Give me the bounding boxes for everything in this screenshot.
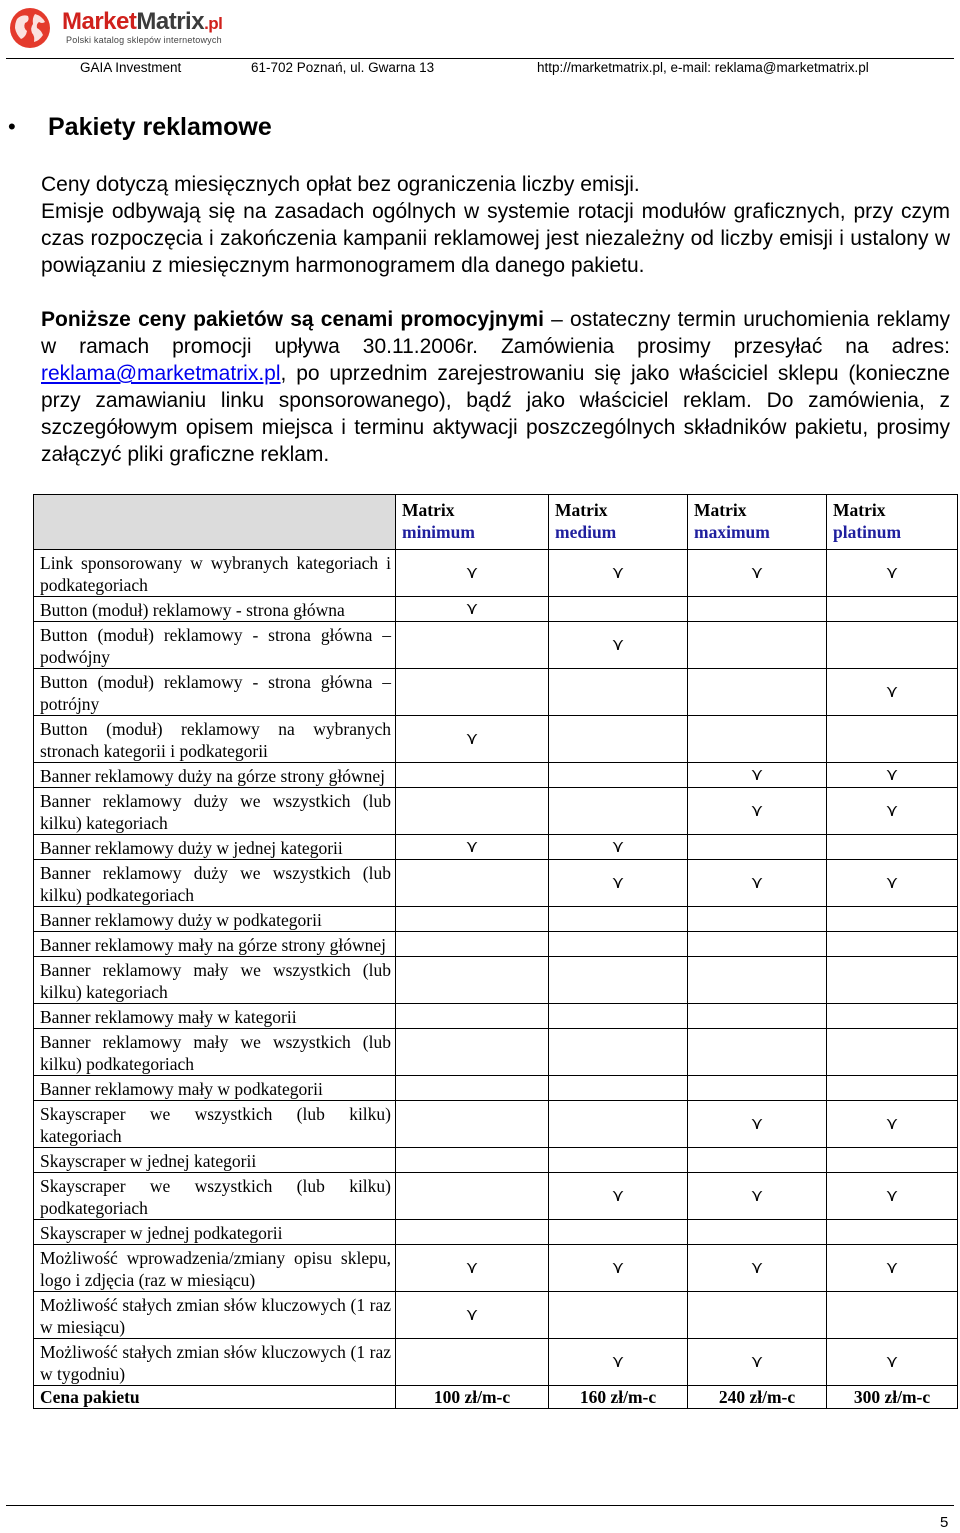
check-cell-platinum — [827, 1173, 958, 1220]
price-row — [34, 1386, 958, 1409]
check-cell-platinum — [827, 1148, 958, 1173]
intro-paragraph-rotation: Emisje odbywają się na zasadach ogólnych w systemie rotacji modułów graficznych, przy czym czas rozpoczęcia i zakończenia kampanii reklamowej jest niezależny od liczby emisji i ustalony w powiązaniu z miesięcznym harmonogramem dla danego pakietu. — [41, 200, 950, 277]
checkmark-icon: ⋎ — [750, 1114, 764, 1134]
feature-label: Możliwość stałych zmian słów kluczowych (1 raz w miesiącu) — [34, 1292, 396, 1339]
check-cell-platinum — [827, 907, 958, 932]
table-row — [34, 716, 958, 763]
feature-label: Banner reklamowy duży we wszystkich (lub kilku) kategoriach — [34, 788, 396, 835]
check-cell-medium — [549, 716, 688, 763]
packages-table — [33, 494, 958, 1409]
feature-label: Button (moduł) reklamowy - strona główna — [34, 597, 396, 622]
check-cell-medium — [549, 1220, 688, 1245]
feature-label: Banner reklamowy mały we wszystkich (lub kilku) podkategoriach — [34, 1029, 396, 1076]
feature-label: Banner reklamowy mały w kategorii — [34, 1004, 396, 1029]
table-row — [34, 550, 958, 597]
checkmark-icon: ⋎ — [885, 1258, 899, 1278]
table-row — [34, 1029, 958, 1076]
feature-label: Skayscraper w jednej podkategorii — [34, 1220, 396, 1245]
checkmark-icon: ⋎ — [611, 1186, 625, 1206]
feature-label: Możliwość wprowadzenia/zmiany opisu sklepu, logo i zdjęcia (raz w miesiącu) — [34, 1245, 396, 1292]
check-cell-maximum — [688, 1076, 827, 1101]
check-cell-minimum — [396, 716, 549, 763]
table-row — [34, 1339, 958, 1386]
check-cell-platinum — [827, 932, 958, 957]
check-cell-platinum — [827, 622, 958, 669]
check-cell-medium — [549, 1245, 688, 1292]
check-cell-medium — [549, 1292, 688, 1339]
bullet-icon: • — [8, 114, 16, 139]
price-platinum: 300 zł/m-c — [827, 1386, 958, 1409]
feature-label: Banner reklamowy mały we wszystkich (lub kilku) kategoriach — [34, 957, 396, 1004]
check-cell-platinum — [827, 716, 958, 763]
table-row — [34, 1220, 958, 1245]
check-cell-medium — [549, 932, 688, 957]
footer-divider — [6, 1505, 954, 1506]
checkmark-icon: ⋎ — [611, 1258, 625, 1278]
checkmark-icon: ⋎ — [750, 765, 764, 785]
logo-wordmark: MarketMatrix.pl — [62, 8, 223, 35]
check-cell-minimum — [396, 669, 549, 716]
section-heading: Pakiety reklamowe — [48, 113, 272, 141]
check-cell-medium — [549, 788, 688, 835]
table-row — [34, 957, 958, 1004]
column-header-maximum: Matrix maximum — [688, 495, 827, 550]
table-row — [34, 1076, 958, 1101]
check-cell-maximum — [688, 1004, 827, 1029]
check-cell-maximum — [688, 550, 827, 597]
check-cell-maximum — [688, 1339, 827, 1386]
feature-label: Button (moduł) reklamowy na wybranych stronach kategorii i podkategorii — [34, 716, 396, 763]
check-cell-minimum — [396, 1148, 549, 1173]
table-row — [34, 860, 958, 907]
checkmark-icon: ⋎ — [885, 873, 899, 893]
header-divider — [6, 58, 954, 59]
column-header-platinum: Matrix platinum — [827, 495, 958, 550]
check-cell-medium — [549, 957, 688, 1004]
check-cell-minimum — [396, 550, 549, 597]
checkmark-icon: ⋎ — [750, 801, 764, 821]
check-cell-platinum — [827, 763, 958, 788]
check-cell-platinum — [827, 860, 958, 907]
check-cell-minimum — [396, 907, 549, 932]
check-cell-maximum — [688, 907, 827, 932]
checkmark-icon: ⋎ — [885, 765, 899, 785]
check-cell-minimum — [396, 1004, 549, 1029]
check-cell-platinum — [827, 597, 958, 622]
checkmark-icon: ⋎ — [750, 1258, 764, 1278]
check-cell-platinum — [827, 1339, 958, 1386]
check-cell-medium — [549, 669, 688, 716]
check-cell-maximum — [688, 860, 827, 907]
order-instructions-text: , po uprzednim zarejestrowaniu się jako właściciel sklepu (konieczne przy zamawianiu linku sponsorowanego), bądź jako właściciel reklam. Do zamówienia, z szczegółowym opisem miejsca i terminu aktywacji poszczególnych składników pakietu, prosimy załączyć pliki graficzne reklam. — [41, 362, 950, 466]
company-address: 61-702 Poznań, ul. Gwarna 13 — [251, 60, 435, 75]
checkmark-icon: ⋎ — [465, 563, 479, 583]
check-cell-minimum — [396, 788, 549, 835]
table-row — [34, 1292, 958, 1339]
check-cell-medium — [549, 1148, 688, 1173]
check-cell-medium — [549, 1076, 688, 1101]
checkmark-icon: ⋎ — [465, 599, 479, 619]
page-number: 5 — [940, 1514, 949, 1531]
table-row — [34, 1101, 958, 1148]
column-header-medium: Matrix medium — [549, 495, 688, 550]
check-cell-maximum — [688, 716, 827, 763]
check-cell-medium — [549, 597, 688, 622]
check-cell-medium — [549, 763, 688, 788]
checkmark-icon: ⋎ — [750, 1186, 764, 1206]
checkmark-icon: ⋎ — [885, 1114, 899, 1134]
check-cell-minimum — [396, 932, 549, 957]
check-cell-minimum — [396, 1173, 549, 1220]
table-header-row — [34, 495, 958, 550]
price-maximum: 240 zł/m-c — [688, 1386, 827, 1409]
check-cell-maximum — [688, 1101, 827, 1148]
check-cell-platinum — [827, 1292, 958, 1339]
globe-logo-icon — [8, 6, 52, 50]
checkmark-icon: ⋎ — [611, 1352, 625, 1372]
check-cell-minimum — [396, 1339, 549, 1386]
logo-tagline: Polski katalog sklepów internetowych — [66, 35, 222, 45]
checkmark-icon: ⋎ — [885, 1186, 899, 1206]
checkmark-icon: ⋎ — [611, 635, 625, 655]
check-cell-maximum — [688, 957, 827, 1004]
table-row — [34, 622, 958, 669]
check-cell-maximum — [688, 1292, 827, 1339]
check-cell-platinum — [827, 1101, 958, 1148]
feature-label: Banner reklamowy mały w podkategorii — [34, 1076, 396, 1101]
check-cell-maximum — [688, 1220, 827, 1245]
checkmark-icon: ⋎ — [750, 1352, 764, 1372]
check-cell-platinum — [827, 1029, 958, 1076]
table-row — [34, 763, 958, 788]
check-cell-maximum — [688, 1245, 827, 1292]
check-cell-medium — [549, 1004, 688, 1029]
check-cell-medium — [549, 835, 688, 860]
check-cell-maximum — [688, 1029, 827, 1076]
checkmark-icon: ⋎ — [611, 837, 625, 857]
checkmark-icon: ⋎ — [611, 563, 625, 583]
feature-label: Skayscraper w jednej kategorii — [34, 1148, 396, 1173]
check-cell-minimum — [396, 1220, 549, 1245]
contact-info: http://marketmatrix.pl, e-mail: reklama@marketmatrix.pl — [537, 60, 869, 75]
check-cell-maximum — [688, 669, 827, 716]
check-cell-minimum — [396, 1101, 549, 1148]
table-row — [34, 669, 958, 716]
feature-label: Banner reklamowy duży na górze strony głównej — [34, 763, 396, 788]
check-cell-platinum — [827, 1220, 958, 1245]
check-cell-platinum — [827, 550, 958, 597]
table-row — [34, 932, 958, 957]
checkmark-icon: ⋎ — [465, 1258, 479, 1278]
feature-label: Możliwość stałych zmian słów kluczowych (1 raz w tygodniu) — [34, 1339, 396, 1386]
check-cell-minimum — [396, 957, 549, 1004]
check-cell-maximum — [688, 788, 827, 835]
check-cell-minimum — [396, 597, 549, 622]
check-cell-maximum — [688, 1148, 827, 1173]
check-cell-minimum — [396, 1292, 549, 1339]
price-medium: 160 zł/m-c — [549, 1386, 688, 1409]
header-empty-cell — [34, 495, 396, 550]
check-cell-platinum — [827, 1004, 958, 1029]
check-cell-minimum — [396, 763, 549, 788]
table-row — [34, 835, 958, 860]
checkmark-icon: ⋎ — [465, 1305, 479, 1325]
check-cell-minimum — [396, 835, 549, 860]
table-row — [34, 788, 958, 835]
check-cell-minimum — [396, 622, 549, 669]
checkmark-icon: ⋎ — [750, 563, 764, 583]
intro-line: Ceny dotyczą miesięcznych opłat bez ograniczenia liczby emisji. — [41, 173, 640, 196]
column-header-minimum: Matrix minimum — [396, 495, 549, 550]
table-row — [34, 907, 958, 932]
check-cell-maximum — [688, 763, 827, 788]
feature-label: Link sponsorowany w wybranych kategoriach i podkategoriach — [34, 550, 396, 597]
email-link[interactable]: reklama@marketmatrix.pl — [41, 362, 281, 385]
check-cell-medium — [549, 1029, 688, 1076]
check-cell-platinum — [827, 835, 958, 860]
table-row — [34, 597, 958, 622]
checkmark-icon: ⋎ — [885, 682, 899, 702]
check-cell-maximum — [688, 1173, 827, 1220]
feature-label: Skayscraper we wszystkich (lub kilku) podkategoriach — [34, 1173, 396, 1220]
marketmatrix-logo — [8, 4, 238, 52]
promo-bold-text: Poniższe ceny pakietów są cenami promocyjnymi — [41, 308, 544, 331]
check-cell-platinum — [827, 788, 958, 835]
check-cell-medium — [549, 1339, 688, 1386]
check-cell-maximum — [688, 932, 827, 957]
checkmark-icon: ⋎ — [465, 837, 479, 857]
table-row — [34, 1004, 958, 1029]
check-cell-medium — [549, 907, 688, 932]
feature-label: Skayscraper we wszystkich (lub kilku) kategoriach — [34, 1101, 396, 1148]
checkmark-icon: ⋎ — [750, 873, 764, 893]
check-cell-medium — [549, 622, 688, 669]
promo-text: – ostateczny termin uruchomienia reklamy w ramach promocji upływa 30.11.2006r. Zamówienia prosimy przesyłać na adres: — [41, 308, 950, 358]
check-cell-platinum — [827, 1245, 958, 1292]
checkmark-icon: ⋎ — [885, 563, 899, 583]
feature-label: Button (moduł) reklamowy - strona główna – podwójny — [34, 622, 396, 669]
check-cell-maximum — [688, 597, 827, 622]
checkmark-icon: ⋎ — [885, 801, 899, 821]
intro-paragraph-promo — [41, 306, 950, 468]
check-cell-maximum — [688, 622, 827, 669]
check-cell-minimum — [396, 1245, 549, 1292]
check-cell-platinum — [827, 669, 958, 716]
check-cell-medium — [549, 1101, 688, 1148]
feature-label: Banner reklamowy mały na górze strony głównej — [34, 932, 396, 957]
feature-label: Banner reklamowy duży we wszystkich (lub kilku) podkategoriach — [34, 860, 396, 907]
check-cell-minimum — [396, 1029, 549, 1076]
checkmark-icon: ⋎ — [611, 873, 625, 893]
feature-label: Button (moduł) reklamowy - strona główna – potrójny — [34, 669, 396, 716]
check-cell-minimum — [396, 1076, 549, 1101]
checkmark-icon: ⋎ — [465, 729, 479, 749]
table-row — [34, 1173, 958, 1220]
check-cell-medium — [549, 550, 688, 597]
check-cell-medium — [549, 1173, 688, 1220]
price-minimum: 100 zł/m-c — [396, 1386, 549, 1409]
table-row — [34, 1148, 958, 1173]
check-cell-medium — [549, 860, 688, 907]
check-cell-minimum — [396, 860, 549, 907]
feature-label: Banner reklamowy duży w jednej kategorii — [34, 835, 396, 860]
table-row — [34, 1245, 958, 1292]
check-cell-platinum — [827, 1076, 958, 1101]
feature-label: Banner reklamowy duży w podkategorii — [34, 907, 396, 932]
company-name: GAIA Investment — [80, 60, 182, 75]
check-cell-platinum — [827, 957, 958, 1004]
checkmark-icon: ⋎ — [885, 1352, 899, 1372]
price-label: Cena pakietu — [34, 1386, 396, 1409]
check-cell-maximum — [688, 835, 827, 860]
